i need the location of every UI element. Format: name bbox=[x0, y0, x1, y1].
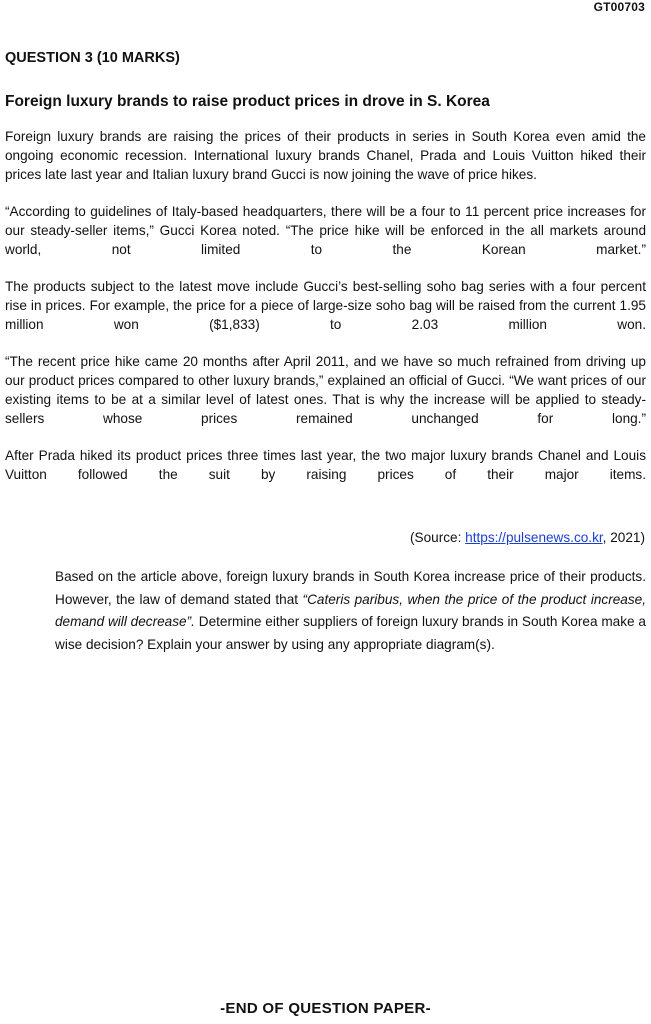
source-suffix: , 2021) bbox=[602, 530, 645, 545]
question-heading: QUESTION 3 (10 MARKS) bbox=[5, 50, 180, 66]
source-citation bbox=[410, 528, 645, 547]
source-prefix: (Source: bbox=[409, 530, 466, 545]
task-quote: “Cateris paribus, when the price of the product increase, demand will decrease”. bbox=[55, 591, 646, 629]
task-text-1: Based on the article above, foreign luxury brands in South Korea increase price of their products. However, the law of demand stated that bbox=[55, 569, 646, 607]
article-paragraph: “The recent price hike came 20 months after April 2011, and we have so much refrained from driving up our product prices compared to other luxury brands,” explained an official of Gucci. “We want prices of our existing items to be at a similar level of latest ones. That is why the increase will be applied to steady-sellers whose prices remained unchanged for long.” bbox=[5, 354, 646, 426]
question-task bbox=[55, 566, 646, 656]
article-paragraph: After Prada hiked its product prices three times last year, the two major luxury brands Chanel and Louis Vuitton followed the suit by raising prices of their major items. bbox=[5, 448, 646, 482]
article-paragraph: “According to guidelines of Italy-based headquarters, there will be a four to 11 percent price increases for our steady-seller items,” Gucci Korea noted. “The price hike will be enforced in the all markets around world, not limited to the Korean market.” bbox=[5, 204, 646, 257]
task-text-2: Determine either suppliers of foreign luxury brands in South Korea make a wise decision? Explain your answer by using any appropriate diagram(s). bbox=[55, 614, 646, 652]
source-link[interactable]: https://pulsenews.co.kr bbox=[465, 530, 603, 545]
article-paragraph: The products subject to the latest move include Gucci’s best-selling soho bag series with a four percent rise in prices. For example, the price for a piece of large-size soho bag will be raised from the current 1.95 million won ($1,833) to 2.03 million won. bbox=[5, 279, 646, 332]
document-code: GT00703 bbox=[593, 0, 645, 14]
article-body bbox=[5, 127, 646, 502]
article-title: Foreign luxury brands to raise product prices in drove in S. Korea bbox=[5, 93, 490, 110]
end-of-paper: -END OF QUESTION PAPER- bbox=[220, 1000, 431, 1017]
article-paragraph: Foreign luxury brands are raising the prices of their products in series in South Korea even amid the ongoing economic recession. International luxury brands Chanel, Prada and Louis Vuitton hiked their prices late last year and Italian luxury brand Gucci is now joining the wave of price hikes. bbox=[5, 129, 646, 182]
